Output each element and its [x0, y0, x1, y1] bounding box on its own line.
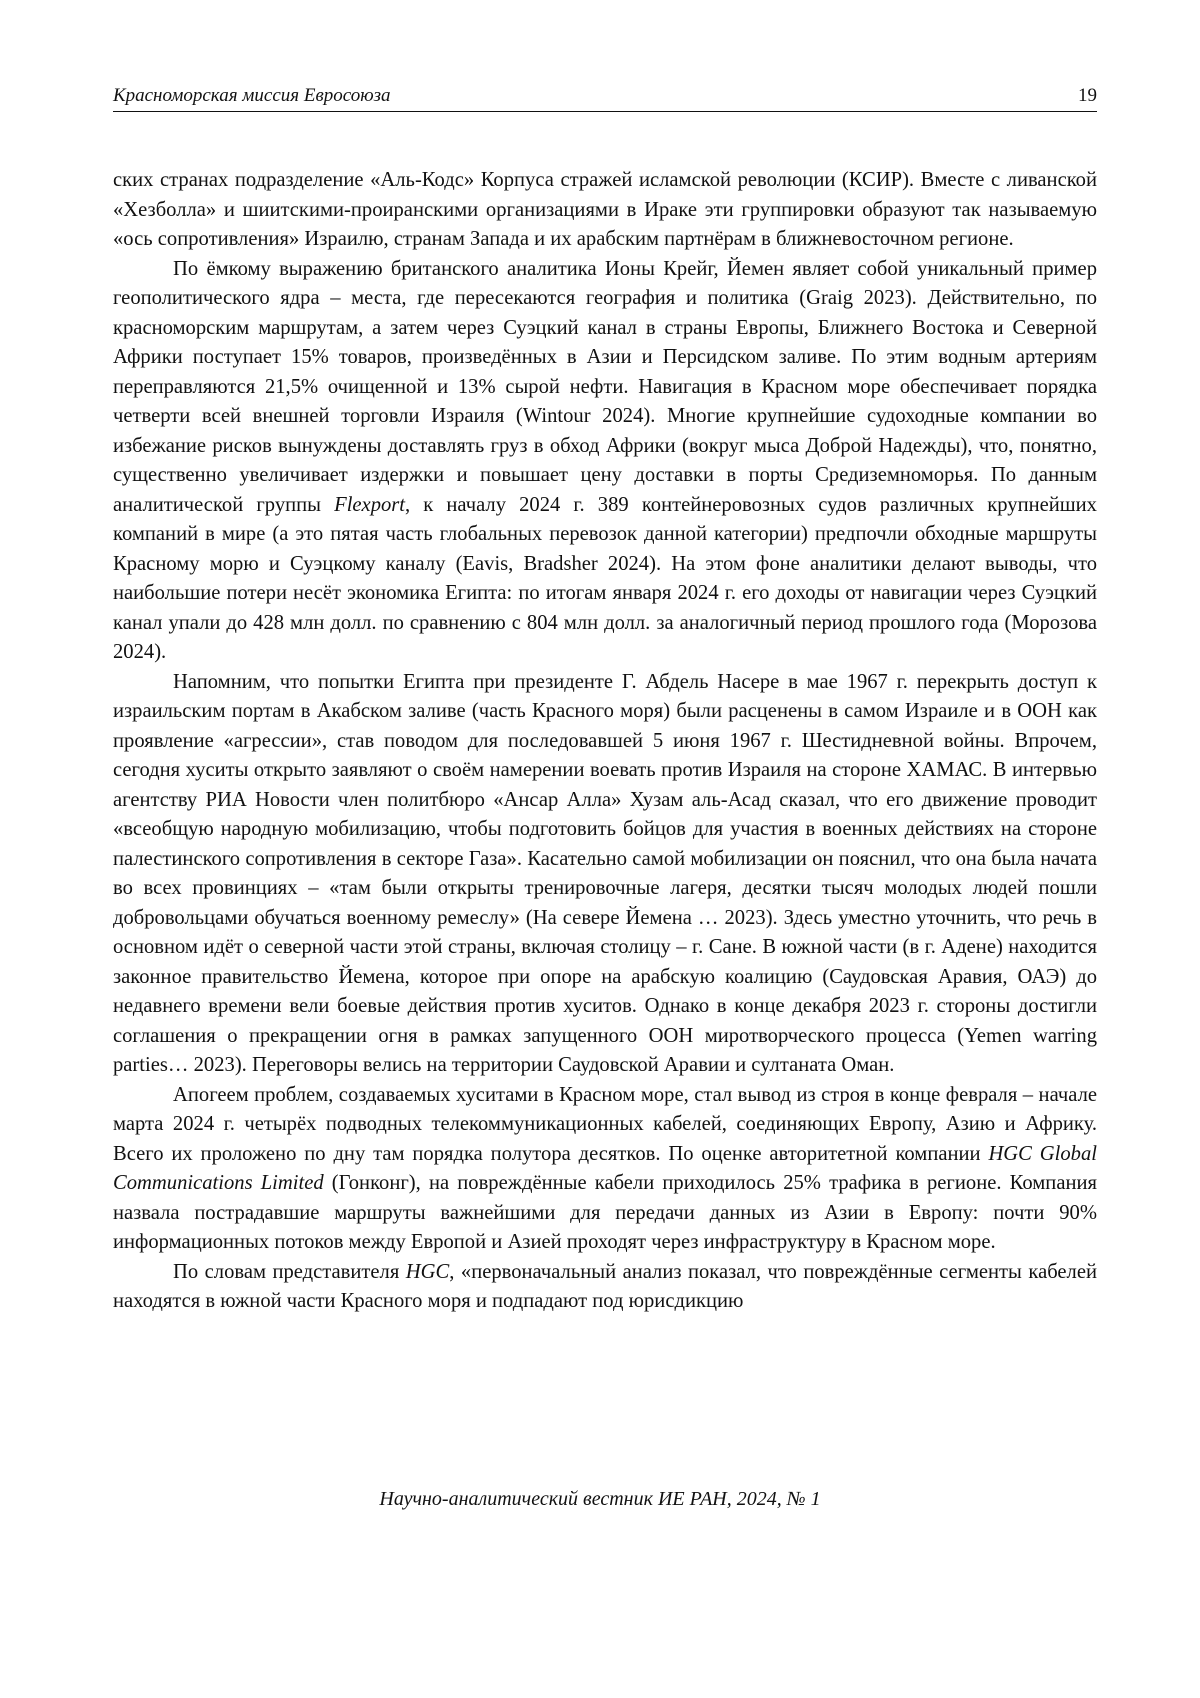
journal-footer: Научно-аналитический вестник ИЕ РАН, 2024, № 1 — [379, 1488, 821, 1510]
paragraph-text: (Гонконг), на повреждённые кабели приходилось 25% трафика в регионе. Компания назвала пострадавшие маршруты важнейшими для передачи данных из Азии в Европу: почти 90% информационных потоков между Европой и Азией проходят через инфраструктуру в Красном море. — [113, 1172, 1097, 1253]
running-head-title: Красноморская миссия Евросоюза — [113, 85, 391, 106]
company-name-flexport: Flexport — [334, 493, 406, 516]
running-head — [113, 84, 1097, 112]
paragraph-text: , к началу 2024 г. 389 контейнеровозных судов различных крупнейших компаний в мире (а это пятая часть глобальных перевозок данной категории) предпочли обходные маршруты Красному морю и Суэцкому каналу (Eavis, Bradsher 2024). На этом фоне аналитики делают выводы, что наибольшие потери несёт экономика Египта: по итогам января 2024 г. его доходы от навигации через Суэцкий канал упали до 428 млн долл. по сравнению с 804 млн долл. за аналогичный период прошлого года (Морозова 2024). — [113, 493, 1097, 663]
paragraph-text: ских странах подразделение «Аль-Кодс» Корпуса стражей исламской революции (КСИР). Вместе с ливанской «Хезболла» и шиитскими-проиранскими организациями в Ираке эти группировки образуют так называемую «ось сопротивления» Израилю, странам Запада и их арабским партнёрам в ближневосточном регионе. — [113, 169, 1097, 250]
page-number: 19 — [1078, 85, 1097, 106]
paragraph-5 — [113, 1258, 1097, 1317]
paragraph-text: Апогеем проблем, создаваемых хуситами в Красном море, стал вывод из строя в конце февраля – начале марта 2024 г. четырёх подводных телекоммуникационных кабелей, соединяющих Европу, Азию и Африку. Всего их проложено по дну там порядка полутора десятков. По оценке авторитетной компании — [113, 1083, 1097, 1165]
paragraph-2 — [113, 255, 1097, 668]
paragraph-text: Напомним, что попытки Египта при президенте Г. Абдель Насере в мае 1967 г. перекрыть доступ к израильским портам в Акабском заливе (часть Красного моря) были расценены в самом Израиле и в ООН как проявление «агрессии», став поводом для последовавшей 5 июня 1967 г. Шестидневной войны. Впрочем, сегодня хуситы открыто заявляют о своём намерении воевать против Израиля на стороне ХАМАС. В интервью агентству РИА Новости член политбюро «Ансар Алла» Хузам аль-Асад сказал, что его движение проводит «всеобщую народную мобилизацию, чтобы подготовить бойцов для участия в военных действиях на стороне палестинского сопротивления в секторе Газа». Касательно самой мобилизации он пояснил, что она была начата во всех провинциях – «там были открыты тренировочные лагеря, десятки тысяч молодых людей пошли добровольцами обучаться военному ремеслу» (На севере Йемена … 2023). Здесь уместно уточнить, что речь в основном идёт о северной части этой страны, включая столицу – г. Сане. В южной части (в г. Адене) находится законное правительство Йемена, которое при опоре на арабскую коалицию (Саудовская Аравия, ОАЭ) до недавнего времени вели боевые действия против хуситов. Однако в конце декабря 2023 г. стороны достигли соглашения о прекращении огня в рамках запущенного ООН миротворческого процесса (Yemen warring parties… 2023). Переговоры велись на территории Саудовской Аравии и султаната Оман. — [113, 670, 1097, 1076]
paragraph-text: По ёмкому выражению британского аналитика Ионы Крейг, Йемен являет собой уникальный пример геополитического ядра – места, где пересекаются география и политика (Graig 2023). Действительно, по красноморским маршрутам, а затем через Суэцкий канал в страны Европы, Ближнего Востока и Северной Африки поступает 15% товаров, произведённых в Азии и Персидском заливе. По этим водным артериям переправляются 21,5% очищенной и 13% сырой нефти. Навигация в Красном море обеспечивает порядка четверти всей внешней торговли Израиля (Wintour 2024). Многие крупнейшие судоходные компании во избежание рисков вынуждены доставлять груз в обход Африки (вокруг мыса Доброй Надежды), что, понятно, существенно увеличивает издержки и повышает цену доставки в порты Средиземноморья. По данным аналитической группы — [113, 257, 1097, 516]
company-name-hgc-full: HGC Global Communications Limited — [113, 1142, 1097, 1194]
body-text — [113, 166, 1097, 1317]
paragraph-4 — [113, 1081, 1097, 1258]
paragraph-text: , «первоначальный анализ показал, что повреждённые сегменты кабелей находятся в южной части Красного моря и подпадают под юрисдикцию — [113, 1260, 1097, 1312]
company-name-hgc: HGC — [405, 1260, 450, 1283]
paragraph-1 — [113, 166, 1097, 255]
paragraph-text: По словам представителя — [173, 1260, 406, 1283]
paragraph-3 — [113, 668, 1097, 1081]
